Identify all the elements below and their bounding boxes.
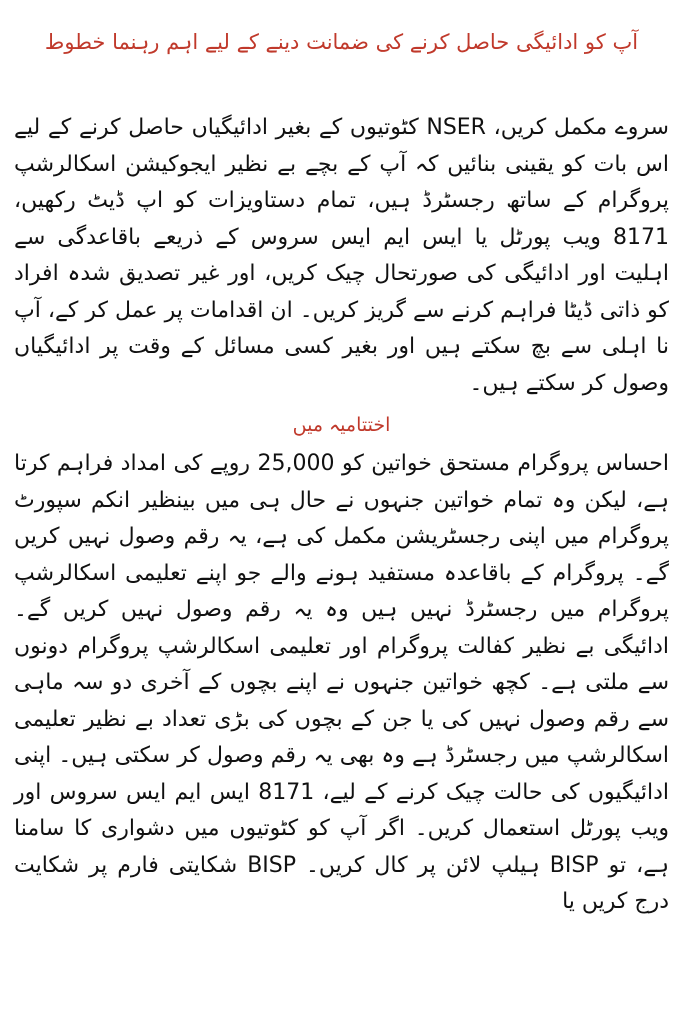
intro-paragraph: سروے مکمل کریں، NSER کٹوتیوں کے بغیر ادائیگیاں حاصل کرنے کے لیے اس بات کو یقینی بنائیں کہ آپ کے بچے بے نظیر ایجوکیشن اسکالرشپ پروگرام کے ساتھ رجسٹرڈ ہیں، تمام دستاویزات کو اپ ڈیٹ رکھیں، 8171 ویب پورٹل یا ایس ایم ایس سروس کے ذریعے باقاعدگی سے اہلیت اور ادائیگی کی صورتحال چیک کریں، اور غیر تصدیق شدہ افراد کو ذاتی ڈیٹا فراہم کرنے سے گریز کریں۔ ان اقدامات پر عمل کر کے، آپ نا اہلی سے بچ سکتے ہیں اور بغیر کسی مسائل کے وقت پر ادائیگیاں وصول کر سکتے ہیں۔ [14,115,669,396]
conclusion-heading: اختتامیہ میں [292,414,391,436]
article-title: آپ کو ادائیگی حاصل کرنے کی ضمانت دینے کے لیے اہم رہنما خطوط [44,30,639,54]
conclusion-paragraph: احساس پروگرام مستحق خواتین کو 25,000 روپے کی امداد فراہم کرتا ہے، لیکن وہ تمام خواتین جنہوں نے حال ہی میں بینظیر انکم سپورٹ پروگرام میں اپنی رجسٹریشن مکمل کی ہے، یہ رقم وصول نہیں کریں گے۔ پروگرام کے باقاعدہ مستفید ہونے والے جو اپنے تعلیمی اسکالرشپ پروگرام میں رجسٹرڈ نہیں ہیں وہ یہ رقم وصول نہیں کریں گے۔ ادائیگی بے نظیر کفالت پروگرام اور تعلیمی اسکالرشپ پروگرام دونوں سے ملتی ہے۔ کچھ خواتین جنہوں نے اپنے بچوں کے آخری دو سہ ماہی سے رقم وصول نہیں کی یا جن کے بچوں کی بڑی تعداد بے نظیر تعلیمی اسکالرشپ میں رجسٹرڈ ہے وہ بھی یہ رقم وصول کر سکتی ہیں۔ اپنی ادائیگیوں کی حالت چیک کرنے کے لیے، 8171 ایس ایم ایس سروس اور ویب پورٹل استعمال کریں۔ اگر آپ کو کٹوتیوں میں دشواری کا سامنا ہے، تو BISP ہیلپ لائن پر کال کریں۔ BISP شکایتی فارم پر شکایت درج کریں یا [14,451,669,914]
